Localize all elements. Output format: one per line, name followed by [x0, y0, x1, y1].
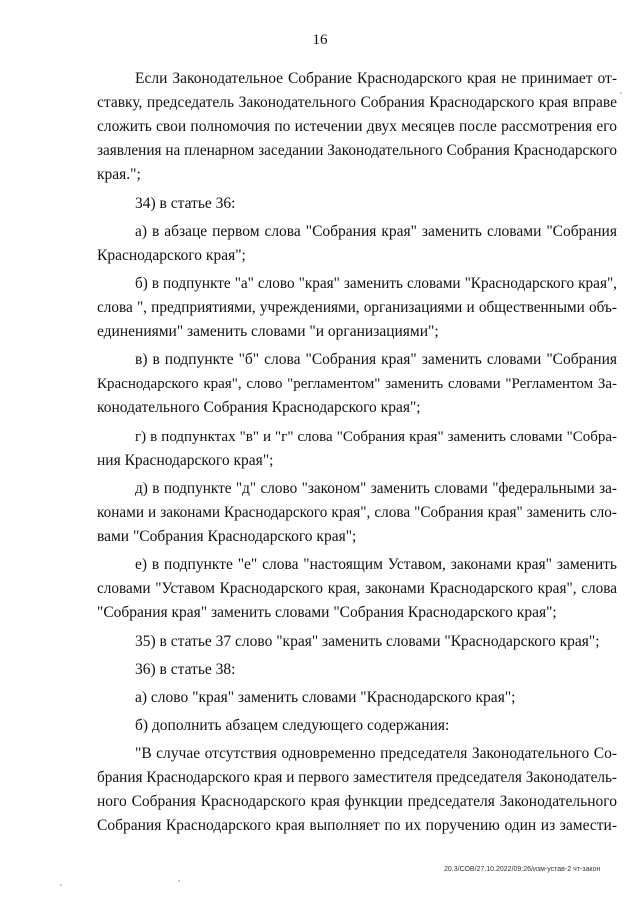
- text-line: д) в подпункте "д" слово "законом" заменить словами "федеральными за-: [135, 480, 617, 497]
- text-line: ния Краснодарского края";: [97, 452, 274, 469]
- text-line: е) в подпункте "е" слова "настоящим Уставом, законами края" заменить: [135, 556, 617, 573]
- text-line: ного Собрания Краснодарского края функции председателя Законодательного: [97, 793, 617, 810]
- text-line: а) в абзаце первом слова "Собрания края" заменить словами "Собрания: [135, 223, 617, 240]
- text-line: края.";: [97, 166, 141, 183]
- text-line: 35) в статье 37 слово "края" заменить словами "Краснодарского края";: [135, 633, 600, 650]
- text-line: Если Законодательное Собрание Краснодарского края не принимает от-: [135, 70, 617, 87]
- text-line: Собрания Краснодарского края выполняет по их поручению один из замести-: [97, 817, 617, 834]
- text-line: слова ", предприятиями, учреждениями, организациями и общественными объ-: [97, 299, 617, 316]
- text-line: единениями" заменить словами "и организациями";: [97, 323, 439, 340]
- text-line: Краснодарского края";: [97, 247, 246, 264]
- scan-speck: [178, 880, 180, 882]
- text-line: брания Краснодарского края и первого заместителя председателя Законодатель-: [97, 769, 617, 786]
- text-line: б) в подпункте "а" слово "края" заменить словами "Краснодарского края",: [135, 275, 617, 292]
- text-line: конодательного Собрания Краснодарского края";: [97, 399, 421, 416]
- text-line: 34) в статье 36:: [135, 195, 236, 212]
- scan-speck: [60, 884, 62, 886]
- text-line: Краснодарского края", слово "регламентом" заменить словами "Регламентом За-: [97, 376, 617, 392]
- text-line: ставку, председатель Законодательного Собрания Краснодарского края вправе: [97, 94, 617, 111]
- text-line: а) слово "края" заменить словами "Краснодарского края";: [135, 689, 516, 706]
- text-line: конами и законами Краснодарского края", слова "Собрания края" заменить сло-: [97, 504, 617, 521]
- text-line: "Собрания края" заменить словами "Собрания Краснодарского края";: [97, 604, 557, 621]
- text-line: г) в подпунктах "в" и "г" слова "Собрания края" заменить словами "Собра-: [135, 429, 617, 445]
- text-line: 36) в статье 38:: [135, 661, 236, 678]
- text-line: б) дополнить абзацем следующего содержания:: [135, 717, 450, 734]
- scan-speck: [620, 92, 622, 94]
- text-line: сложить свои полномочия по истечении двух месяцев после рассмотрения его: [97, 118, 617, 135]
- page-number: 16: [312, 32, 328, 48]
- text-line: заявления на пленарном заседании Законодательного Собрания Краснодарского: [97, 142, 617, 159]
- text-line: в) в подпункте "б" слова "Собрания края" заменить словами "Собрания: [135, 351, 617, 368]
- text-line: словами "Уставом Краснодарского края, законами Краснодарского края", слова: [97, 580, 617, 597]
- footer-document-code: 20.3/СОВ/27.10.2022/09:26/изм-устав-2 чт-закон: [444, 866, 601, 873]
- text-line: "В случае отсутствия одновременно председателя Законодательного Со-: [135, 745, 617, 762]
- text-line: вами "Собрания Краснодарского края";: [97, 528, 357, 545]
